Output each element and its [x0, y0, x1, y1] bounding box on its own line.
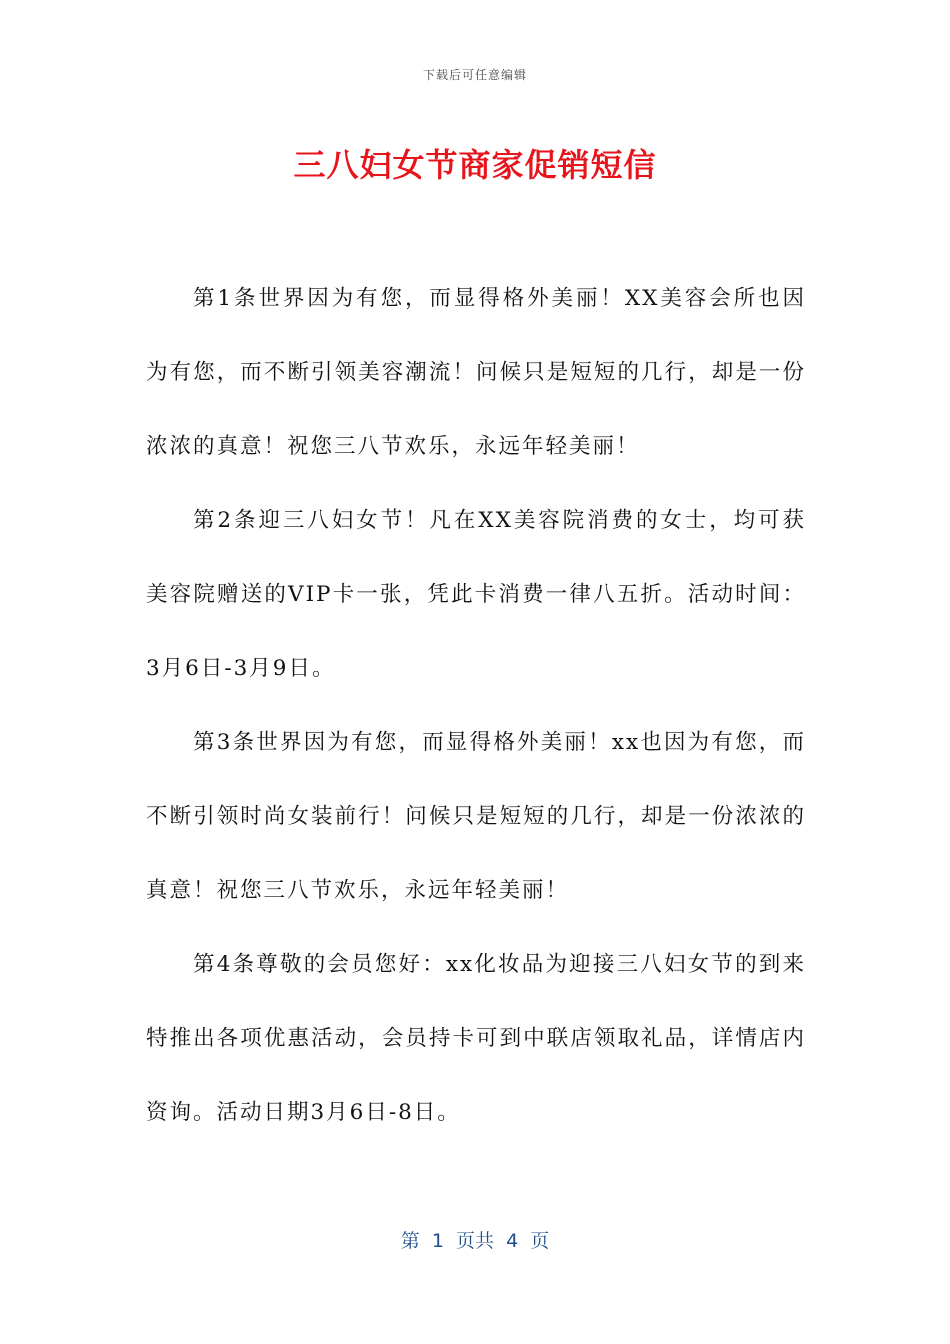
- header-note: 下载后可任意编辑: [422, 68, 527, 82]
- paragraph-2: 第2条迎三八妇女节！凡在XX美容院消费的女士，均可获美容院赠送的VIP卡一张，凭此卡消费一律八五折。活动时间：3月6日-3月9日。: [146, 508, 806, 681]
- document-body: [146, 262, 806, 1150]
- document-title: 三八妇女节商家促销短信: [293, 146, 657, 184]
- paragraph-3: 第3条世界因为有您，而显得格外美丽！xx也因为有您，而不断引领时尚女装前行！问候只是短短的几行，却是一份浓浓的真意！祝您三八节欢乐，永远年轻美丽！: [146, 730, 806, 903]
- paragraph-1: 第1条世界因为有您，而显得格外美丽！XX美容会所也因为有您，而不断引领美容潮流！问候只是短短的几行，却是一份浓浓的真意！祝您三八节欢乐，永远年轻美丽！: [146, 286, 806, 459]
- paragraph-4: 第4条尊敬的会员您好：xx化妆品为迎接三八妇女节的到来特推出各项优惠活动，会员持卡可到中联店领取礼品，详情店内资询。活动日期3月6日-8日。: [146, 952, 806, 1125]
- page-number-footer: 第 1 页共 4 页: [400, 1230, 550, 1252]
